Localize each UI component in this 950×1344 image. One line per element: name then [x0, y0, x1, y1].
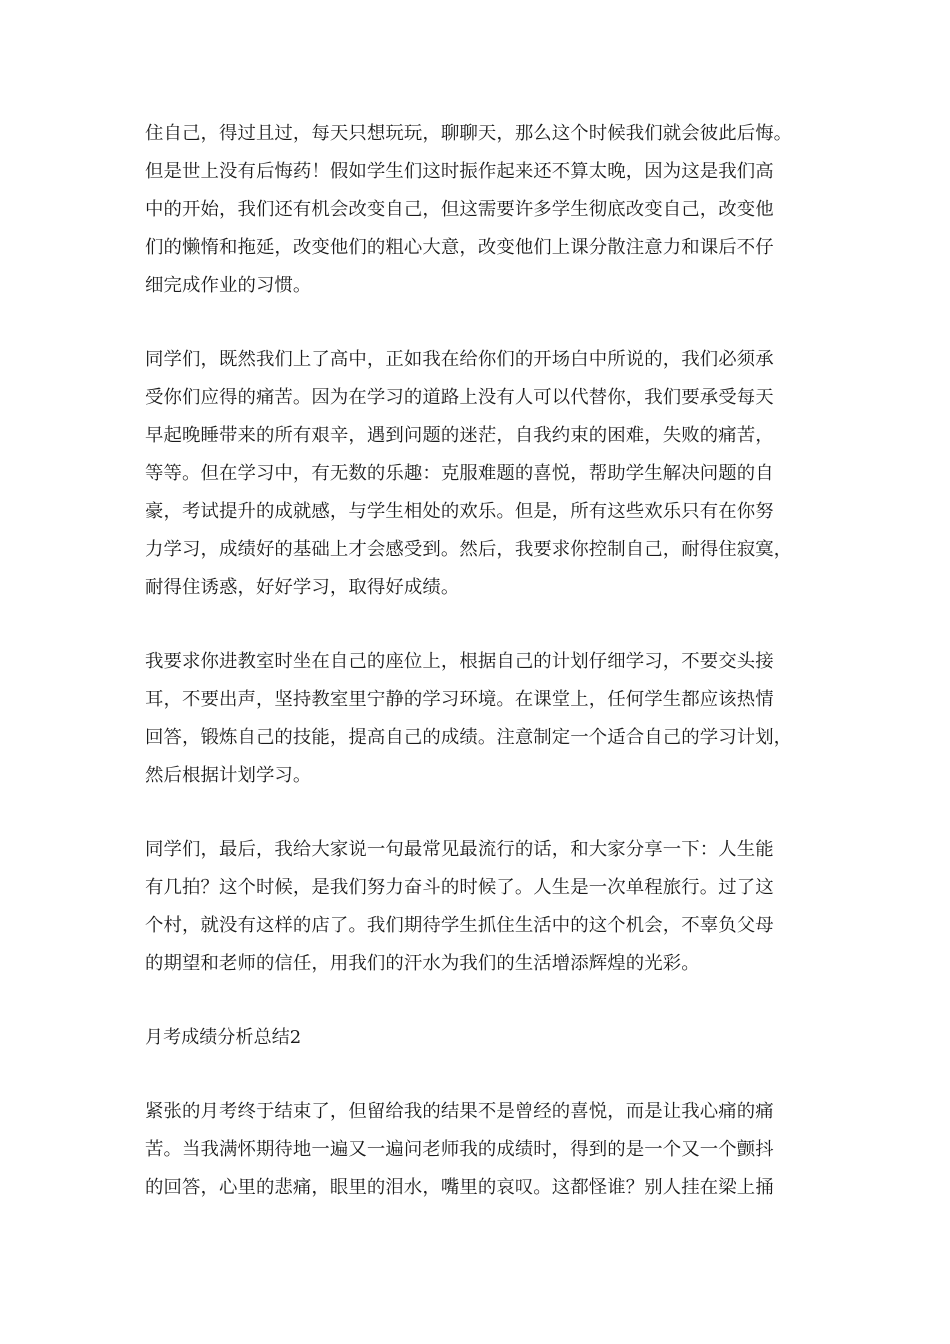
text-line: 细完成作业的习惯。 [145, 275, 312, 296]
text-line: 同学们，最后，我给大家说一句最常见最流行的话，和大家分享一下：人生能 [145, 839, 774, 860]
text-line: 但是世上没有后悔药！假如学生们这时振作起来还不算太晚，因为这是我们高 [145, 161, 774, 182]
text-line: 有几拍？这个时候，是我们努力奋斗的时候了。人生是一次单程旅行。过了这 [145, 877, 774, 898]
text-line: 耐得住诱惑，好好学习，取得好成绩。 [145, 577, 460, 598]
text-line: 中的开始，我们还有机会改变自己，但这需要许多学生彻底改变自己，改变他 [145, 199, 774, 220]
text-line: 我要求你进教室时坐在自己的座位上，根据自己的计划仔细学习，不要交头接 [145, 651, 774, 672]
text-line: 们的懒惰和拖延，改变他们的粗心大意，改变他们上课分散注意力和课后不仔 [145, 237, 774, 258]
paragraph-1 [145, 115, 810, 305]
text-line: 早起晚睡带来的所有艰辛，遇到问题的迷茫，自我约束的困难，失败的痛苦， [145, 425, 774, 446]
paragraph-spacer [145, 305, 810, 341]
text-line: 然后根据计划学习。 [145, 765, 312, 786]
section-heading [145, 1019, 810, 1057]
text-line: 苦。当我满怀期待地一遍又一遍问老师我的成绩时，得到的是一个又一个颤抖 [145, 1139, 774, 1160]
text-line: 等等。但在学习中，有无数的乐趣：克服难题的喜悦，帮助学生解决问题的自 [145, 463, 774, 484]
text-line: 的回答，心里的悲痛，眼里的泪水，嘴里的哀叹。这都怪谁？别人挂在梁上捅 [145, 1177, 774, 1198]
paragraph-spacer [145, 795, 810, 831]
text-line: 个村，就没有这样的店了。我们期待学生抓住生活中的这个机会，不辜负父母 [145, 915, 774, 936]
paragraph-spacer [145, 1057, 810, 1093]
heading-text: 月考成绩分析总结2 [145, 1027, 302, 1048]
paragraph-5 [145, 1093, 810, 1207]
text-line: 同学们，既然我们上了高中，正如我在给你们的开场白中所说的，我们必须承 [145, 349, 774, 370]
paragraph-4 [145, 831, 810, 983]
text-line: 耳，不要出声，坚持教室里宁静的学习环境。在课堂上，任何学生都应该热情 [145, 689, 774, 710]
text-line: 紧张的月考终于结束了，但留给我的结果不是曾经的喜悦，而是让我心痛的痛 [145, 1101, 774, 1122]
text-line: 豪，考试提升的成就感，与学生相处的欢乐。但是，所有这些欢乐只有在你努 [145, 501, 774, 522]
text-line: 回答，锻炼自己的技能，提高自己的成绩。注意制定一个适合自己的学习计划， [145, 727, 793, 748]
text-line: 住自己，得过且过，每天只想玩玩，聊聊天，那么这个时候我们就会彼此后悔。 [145, 123, 793, 144]
text-line: 力学习，成绩好的基础上才会感受到。然后，我要求你控制自己，耐得住寂寞， [145, 539, 793, 560]
document-body [145, 115, 810, 1207]
text-line: 的期望和老师的信任，用我们的汗水为我们的生活增添辉煌的光彩。 [145, 953, 700, 974]
text-line: 受你们应得的痛苦。因为在学习的道路上没有人可以代替你，我们要承受每天 [145, 387, 774, 408]
paragraph-spacer [145, 607, 810, 643]
paragraph-3 [145, 643, 810, 795]
paragraph-2 [145, 341, 810, 607]
paragraph-spacer [145, 983, 810, 1019]
